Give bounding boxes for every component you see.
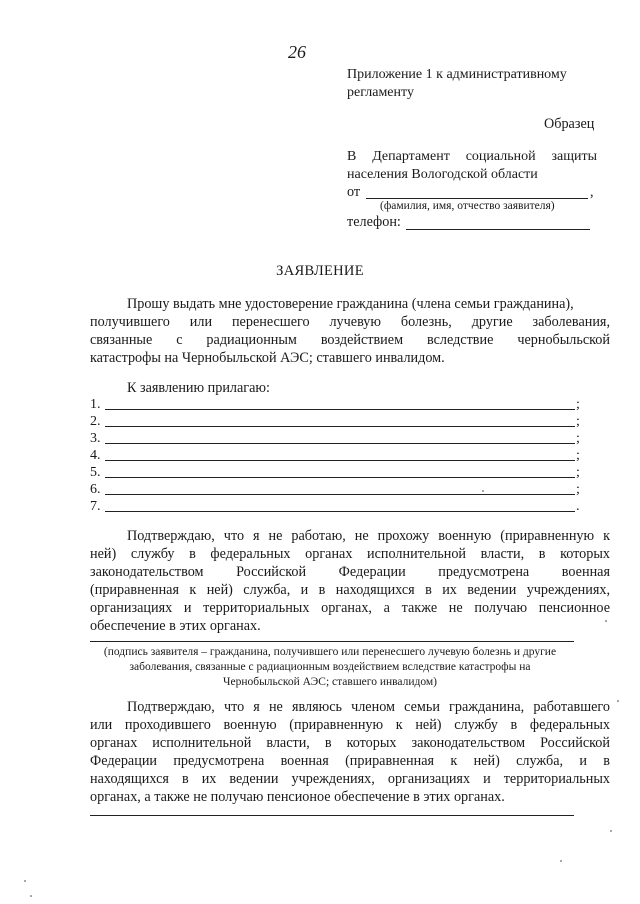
annex-line-2: регламенту <box>347 85 414 100</box>
attachment-ending: ; <box>576 414 580 429</box>
page-number: 26 <box>288 42 306 62</box>
signature-caption-line: (подпись заявителя – гражданина, получившего или перенесшего лучевую болезнь и другие <box>103 646 557 658</box>
attachment-number: 4. <box>90 448 101 463</box>
attachment-line <box>105 409 575 410</box>
signature-caption-line: Чернобыльской АЭС; ставшего инвалидом) <box>222 676 438 688</box>
recipient-line-2: населения Вологодской области <box>347 167 538 182</box>
request-line: связанные с радиационным воздействием вследствие чернобыльской <box>90 332 610 348</box>
attachment-line <box>105 460 575 461</box>
applicant-name-caption: (фамилия, имя, отчество заявителя) <box>380 200 555 212</box>
signature-line-1 <box>90 641 574 642</box>
from-label: от <box>347 184 361 200</box>
attachment-number: 5. <box>90 465 101 480</box>
request-line: получившего или перенесшего лучевую болезнь, другие заболевания, <box>90 314 610 330</box>
attachment-line <box>105 443 575 444</box>
phone-label: телефон: <box>347 214 401 230</box>
request-line: катастрофы на Чернобыльской АЭС; ставшего инвалидом. <box>90 350 445 366</box>
confirmation-line: (приравненная к ней) служба, и в находящихся в их ведении учреждениях, <box>90 582 610 598</box>
confirmation-line: обеспечение в этих органах. <box>90 618 261 634</box>
attachment-line <box>105 494 575 495</box>
attachment-number: 1. <box>90 397 101 412</box>
attachment-ending: ; <box>576 397 580 412</box>
applicant-name-line <box>366 198 588 199</box>
attachment-ending: ; <box>576 448 580 463</box>
signature-caption-line: заболевания, связанные с радиационным воздействием вследствие катастрофы на <box>129 661 531 673</box>
signature-line-2 <box>90 815 574 816</box>
confirmation-line: находящихся в их ведении учреждениях, организациях и территориальных <box>90 771 610 787</box>
confirmation-line: законодательством Российской Федерации предусмотрена военная <box>90 564 610 580</box>
confirmation-line: организациях и территориальных органах, а также не получаю пенсионное <box>90 600 610 616</box>
confirmation-line: органах, а также не получаю пенсионое обеспечение в этих органах. <box>90 789 505 805</box>
confirmation-line: органах исполнительной власти, в которых законодательством Российской <box>90 735 610 751</box>
confirmation-line: Подтверждаю, что я не работаю, не прохожу военную (приравненную к <box>127 528 610 544</box>
attachment-number: 3. <box>90 431 101 446</box>
attachments-intro: К заявлению прилагаю: <box>127 380 270 396</box>
confirmation-line: Федерации предусмотрена военная (приравненная к ней) служба, и в <box>90 753 610 769</box>
attachment-ending: ; <box>576 482 580 497</box>
request-line: Прошу выдать мне удостоверение гражданина (члена семьи гражданина), <box>127 296 574 312</box>
attachment-line <box>105 511 575 512</box>
recipient-line-1: В Департамент социальной защиты <box>347 149 597 164</box>
confirmation-line: Подтверждаю, что я не являюсь членом семьи гражданина, работавшего <box>127 699 610 715</box>
phone-line <box>406 229 590 230</box>
attachment-ending: ; <box>576 465 580 480</box>
attachment-number: 7. <box>90 499 101 514</box>
confirmation-line: ней) службу в федеральных органах исполнительной власти, в которых <box>90 546 610 562</box>
from-trailing-comma: , <box>590 184 594 200</box>
annex-line-1: Приложение 1 к административному <box>347 67 567 82</box>
attachment-line <box>105 426 575 427</box>
attachment-number: 2. <box>90 414 101 429</box>
document-title: ЗАЯВЛЕНИЕ <box>276 263 364 279</box>
sample-label: Образец <box>544 116 595 132</box>
confirmation-line: или проходившего военную (приравненную к ней) службу в федеральных <box>90 717 610 733</box>
attachment-line <box>105 477 575 478</box>
attachment-ending: . <box>576 499 580 514</box>
attachment-number: 6. <box>90 482 101 497</box>
attachment-ending: ; <box>576 431 580 446</box>
